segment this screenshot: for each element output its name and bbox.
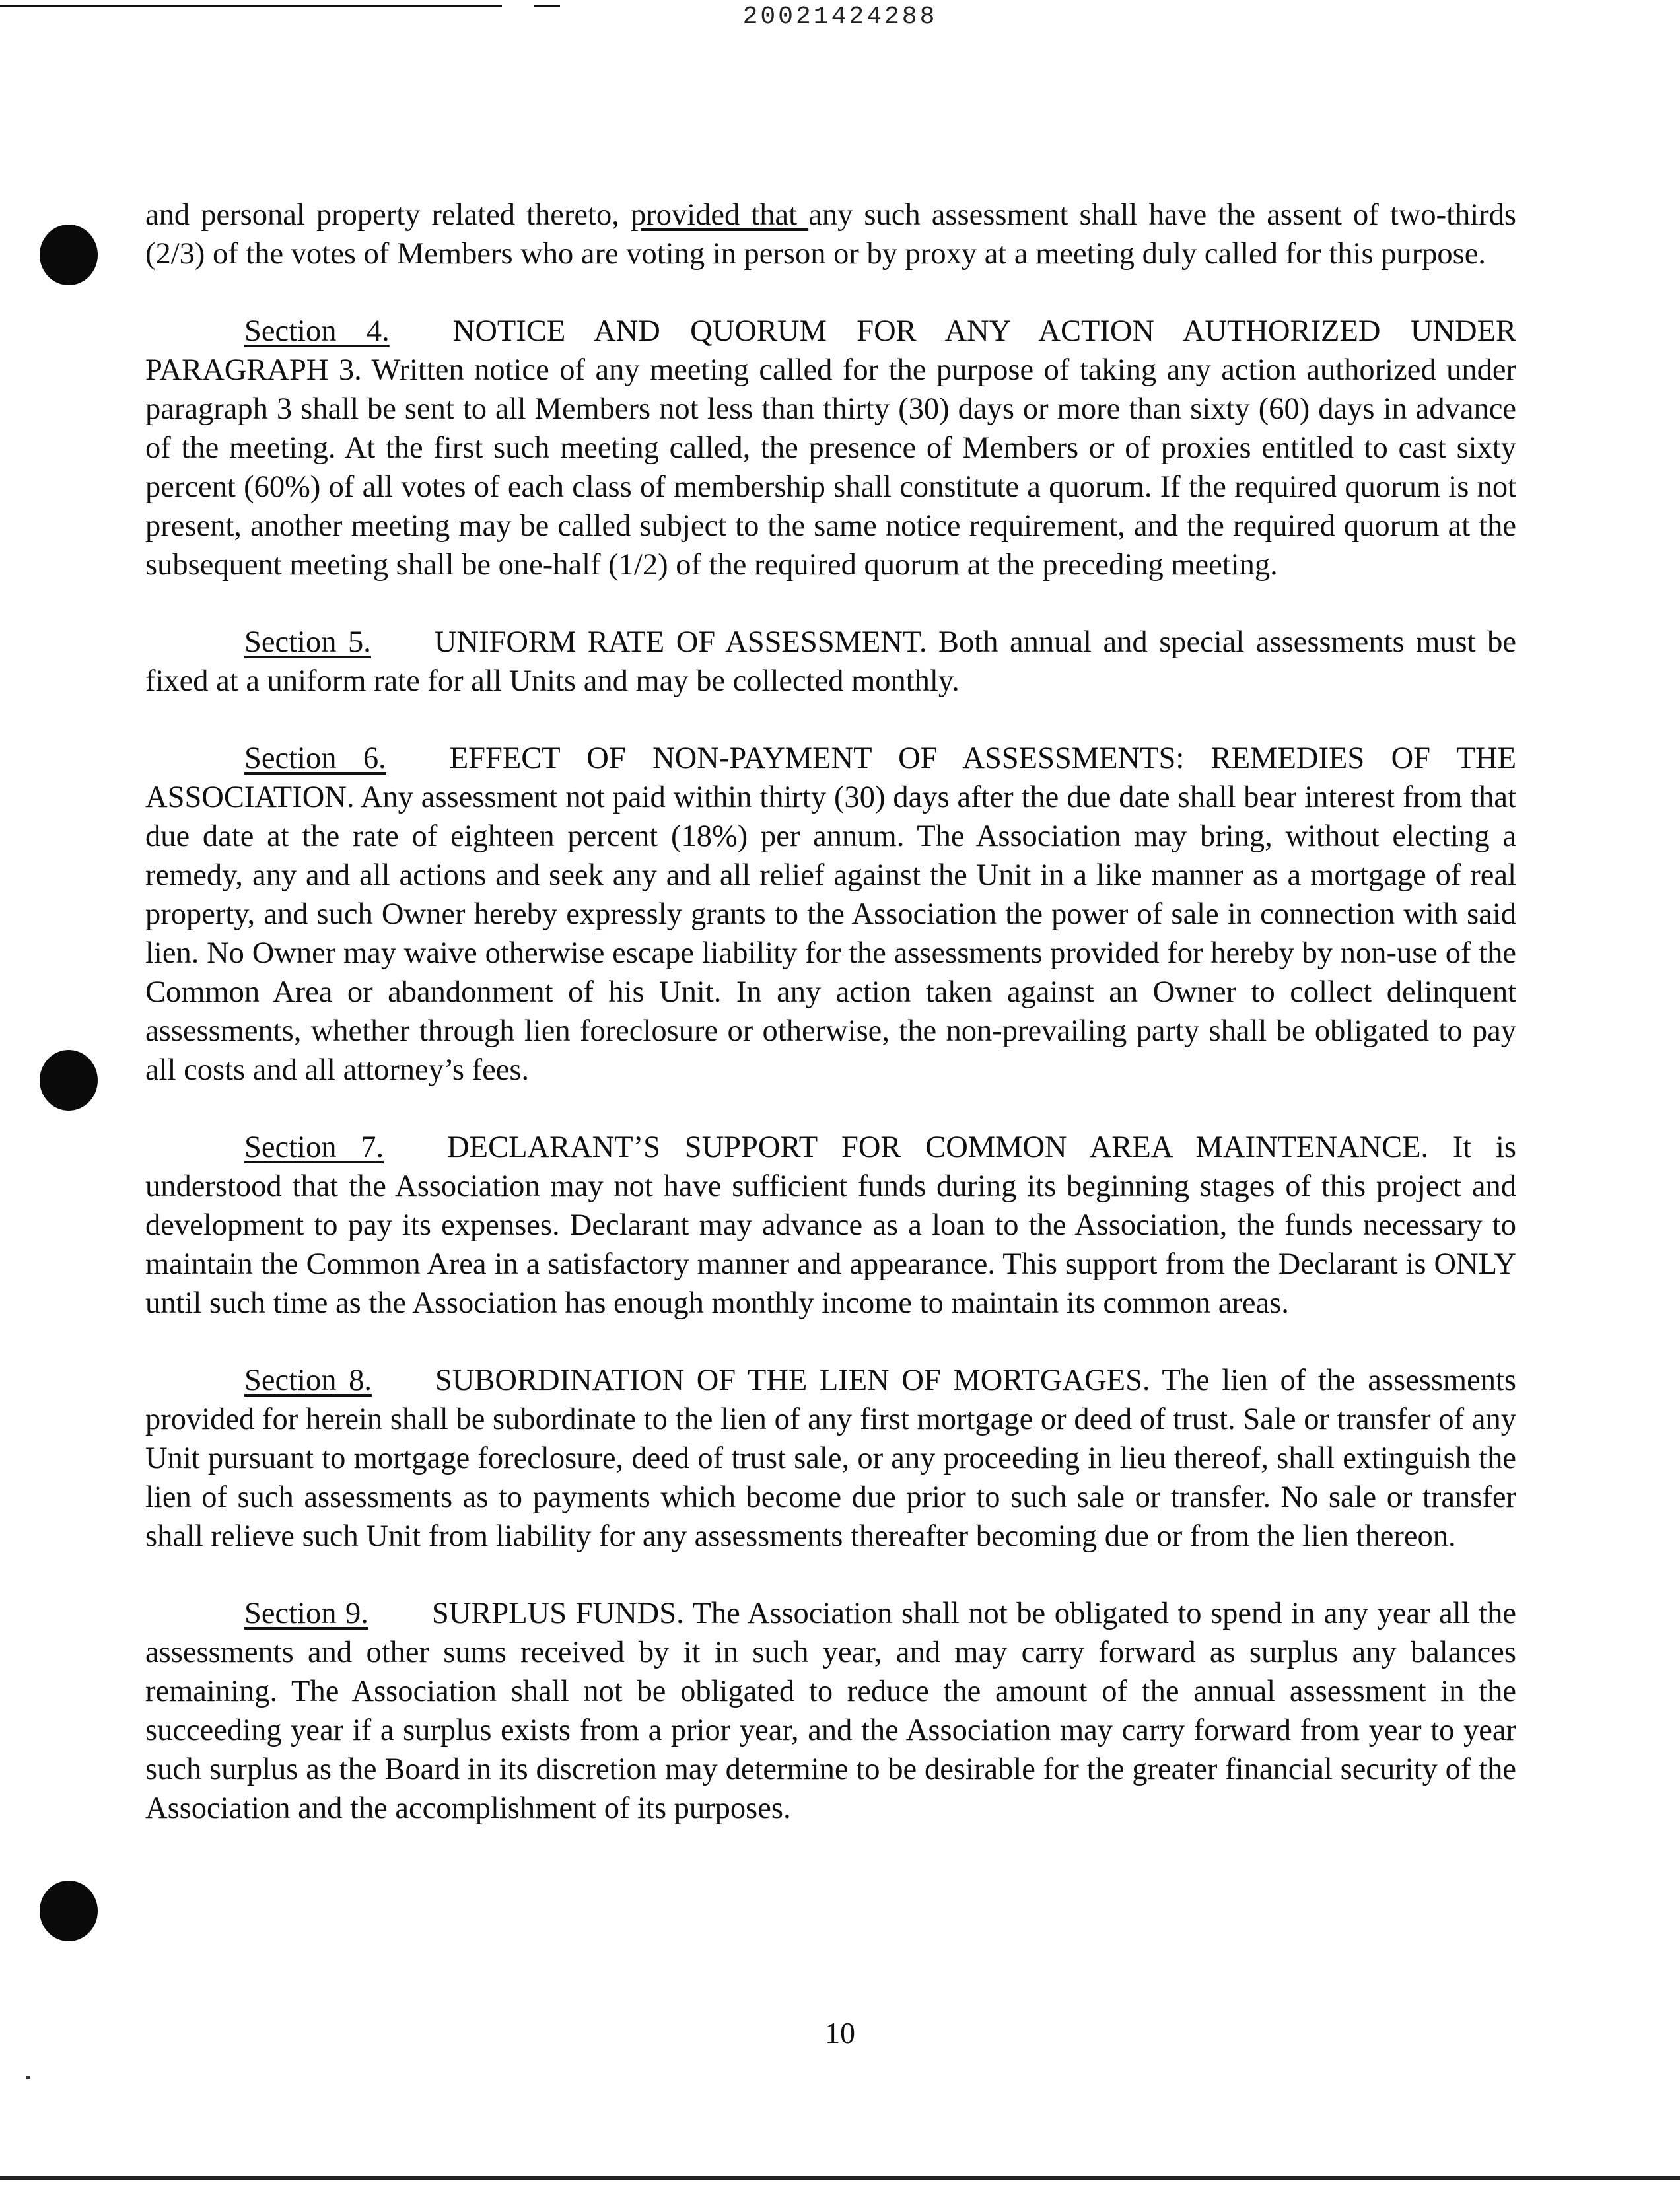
section-9-text: The Association shall not be obligated to spend in any year all the assessments and other sums received by it in such year, and may carry forward as surplus any balances remaining. The Association shall not be obligated to reduce the amount of the annual assessment in the succeeding year if a surplus exists from a prior year, and the Association may carry forward from year to year such surplus as the Board in its discretion may determine to be desirable for the greater financial security of the Association and the accomplishment of its purposes. — [145, 1597, 1516, 1825]
intro-text-before: and personal property related thereto, — [145, 198, 631, 232]
document-body — [145, 195, 1516, 1866]
section-7-label: Section 7. — [244, 1130, 384, 1164]
section-4-paragraph — [145, 312, 1516, 584]
section-6-text: Any assessment not paid within thirty (30) days after the due date shall bear interest from that due date at the rate of eighteen percent (18%) per annum. The Association may bring, without electing a remedy, any and all actions and seek any and all relief against the Unit in a like manner as a mortgage of real property, and such Owner hereby expressly grants to the Association the power of sale in connection with said lien. No Owner may waive otherwise escape liability for the assessments provided for hereby by non-use of the Common Area or abandonment of his Unit. In any action taken against an Owner to collect delinquent assessments, whether through lien foreclosure or otherwise, the non-prevailing party shall be obligated to pay all costs and all attorney’s fees. — [145, 781, 1516, 1087]
section-6-label: Section 6. — [244, 742, 386, 775]
section-5-label: Section 5. — [244, 625, 371, 659]
scan-bottom-edge — [0, 2176, 1680, 2180]
section-8-paragraph — [145, 1361, 1516, 1556]
section-4-label: Section 4. — [244, 314, 390, 348]
section-7-heading: DECLARANT’S SUPPORT FOR COMMON AREA MAINTENANCE. — [447, 1130, 1429, 1164]
section-8-heading: SUBORDINATION OF THE LIEN OF MORTGAGES. — [435, 1364, 1150, 1397]
intro-paragraph — [145, 195, 1516, 273]
section-8-text: The lien of the assessments provided for herein shall be subordinate to the lien of any first mortgage or deed of trust. Sale or transfer of any Unit pursuant to mortgage foreclosure, deed of trust sale, or any proceeding in lieu thereof, shall extinguish the lien of such assessments as to payments which become due prior to such sale or transfer. No sale or transfer shall relieve such Unit from liability for any assessments thereafter becoming due or from the lien thereon. — [145, 1364, 1516, 1553]
section-8-label: Section 8. — [244, 1364, 372, 1397]
punch-hole-bottom — [40, 1881, 98, 1941]
section-7-paragraph — [145, 1128, 1516, 1323]
scan-speck — [26, 2076, 30, 2079]
section-9-label: Section 9. — [244, 1597, 368, 1630]
section-9-heading: SURPLUS FUNDS. — [431, 1597, 684, 1630]
section-6-paragraph — [145, 739, 1516, 1090]
intro-underlined-term: provided that — [630, 198, 809, 232]
section-7-text: It is understood that the Association may not have sufficient funds during its beginning stages of this project and development to pay its expenses. Declarant may advance as a loan to the Association, the funds necessary to maintain the Common Area in a satisfactory manner and appearance. This support from the Declarant is ONLY until such time as the Association has enough monthly income to maintain its common areas. — [145, 1130, 1517, 1320]
section-9-paragraph — [145, 1594, 1516, 1828]
section-5-text: Both annual and special assessments must be fixed at a uniform rate for all Units and may be collected monthly. — [145, 625, 1517, 698]
section-4-text: Written notice of any meeting called for the purpose of taking any action authorized under paragraph 3 shall be sent to all Members not less than thirty (30) days or more than sixty (60) days in advance of the meeting. At the first such meeting called, the presence of Members or of proxies entitled to cast sixty percent (60%) of all votes of each class of membership shall constitute a quorum. If the required quorum is not present, another meeting may be called subject to the same notice requirement, and the required quorum at the subsequent meeting shall be one-half (1/2) of the required quorum at the preceding meeting. — [145, 353, 1516, 582]
section-5-paragraph — [145, 623, 1516, 701]
section-4-heading: NOTICE AND QUORUM FOR ANY ACTION AUTHORIZED UNDER PARAGRAPH 3. — [145, 314, 1516, 387]
document-id: 20021424288 — [742, 3, 938, 31]
page-number: 10 — [825, 2016, 855, 2050]
section-5-heading: UNIFORM RATE OF ASSESSMENT. — [434, 625, 927, 659]
section-6-heading: EFFECT OF NON-PAYMENT OF ASSESSMENTS: REMEDIES OF THE ASSOCIATION. — [145, 742, 1516, 814]
punch-hole-top — [40, 225, 98, 285]
intro-text-after: any such assessment shall have the assent of two-thirds (2/3) of the votes of Members who are voting in person or by proxy at a meeting duly called for this purpose. — [145, 198, 1516, 271]
punch-hole-middle — [40, 1050, 98, 1111]
